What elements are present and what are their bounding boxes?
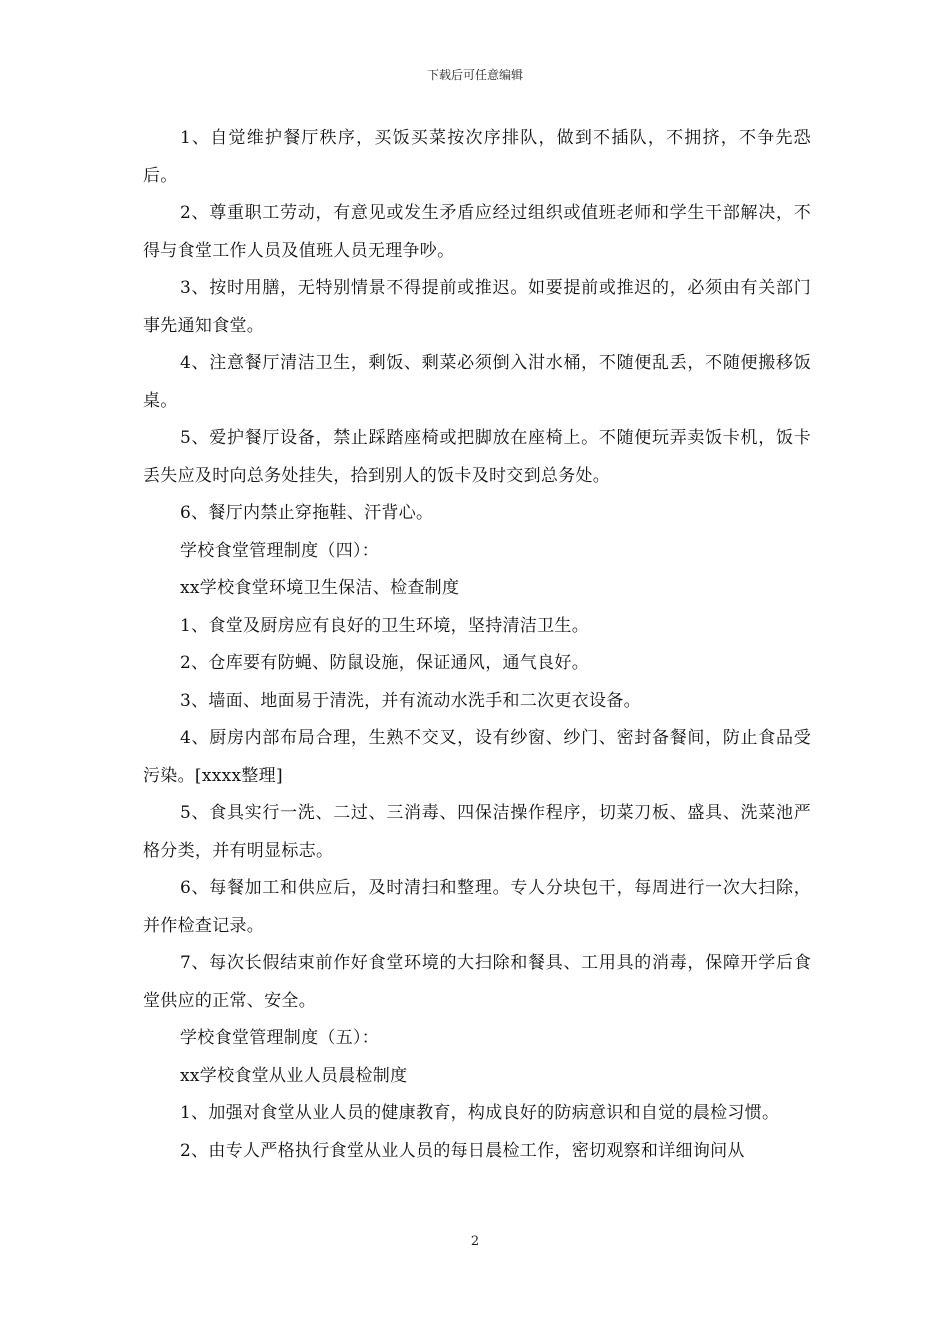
document-body xyxy=(143,120,811,1170)
paragraph: 7、每次长假结束前作好食堂环境的大扫除和餐具、工用具的消毒，保障开学后食堂供应的正常、安全。 xyxy=(143,953,811,1011)
paragraph: 3、墙面、地面易于清洗，并有流动水洗手和二次更衣设备。 xyxy=(180,690,641,711)
section-subtitle: xx学校食堂从业人员晨检制度 xyxy=(180,1065,408,1086)
paragraph: 2、仓库要有防蝇、防鼠设施，保证通风，通气良好。 xyxy=(180,653,590,673)
section-title: 学校食堂管理制度（五）： xyxy=(180,1028,380,1048)
paragraph: 5、食具实行一洗、二过、三消毒、四保洁操作程序，切菜刀板、盛具、洗菜池严格分类，并有明显标志。 xyxy=(143,803,811,861)
page-header: 下载后可任意编辑 xyxy=(426,68,523,82)
paragraph: 5、爱护餐厅设备，禁止踩踏座椅或把脚放在座椅上。不随便玩弄卖饭卡机，饭卡丢失应及时向总务处挂失，拾到别人的饭卡及时交到总务处。 xyxy=(143,428,811,486)
paragraph: 1、自觉维护餐厅秩序，买饭买菜按次序排队，做到不插队，不拥挤，不争先恐后。 xyxy=(143,128,811,186)
page-number: 2 xyxy=(470,1234,480,1249)
paragraph: 3、按时用膳，无特别情景不得提前或推迟。如要提前或推迟的，必须由有关部门事先通知食堂。 xyxy=(143,278,811,336)
paragraph: 4、注意餐厅清洁卫生，剩饭、剩菜必须倒入泔水桶，不随便乱丢，不随便搬移饭桌。 xyxy=(143,353,811,411)
paragraph: 6、餐厅内禁止穿拖鞋、汗背心。 xyxy=(180,503,434,523)
paragraph: 2、由专人严格执行食堂从业人员的每日晨检工作，密切观察和详细询问从 xyxy=(180,1140,745,1161)
paragraph: 4、厨房内部布局合理，生熟不交叉，设有纱窗、纱门、密封备餐间，防止食品受污染。[xxxx整理] xyxy=(143,728,811,786)
paragraph: 6、每餐加工和供应后，及时清扫和整理。专人分块包干，每周进行一次大扫除，并作检查记录。 xyxy=(143,878,811,936)
section-subtitle: xx学校食堂环境卫生保洁、检查制度 xyxy=(180,578,460,598)
section-title: 学校食堂管理制度（四）： xyxy=(180,540,380,561)
paragraph: 2、尊重职工劳动，有意见或发生矛盾应经过组织或值班老师和学生干部解决，不得与食堂工作人员及值班人员无理争吵。 xyxy=(143,203,811,261)
paragraph: 1、加强对食堂从业人员的健康教育，构成良好的防病意识和自觉的晨检习惯。 xyxy=(180,1103,780,1123)
paragraph: 1、食堂及厨房应有良好的卫生环境，坚持清洁卫生。 xyxy=(180,615,590,636)
